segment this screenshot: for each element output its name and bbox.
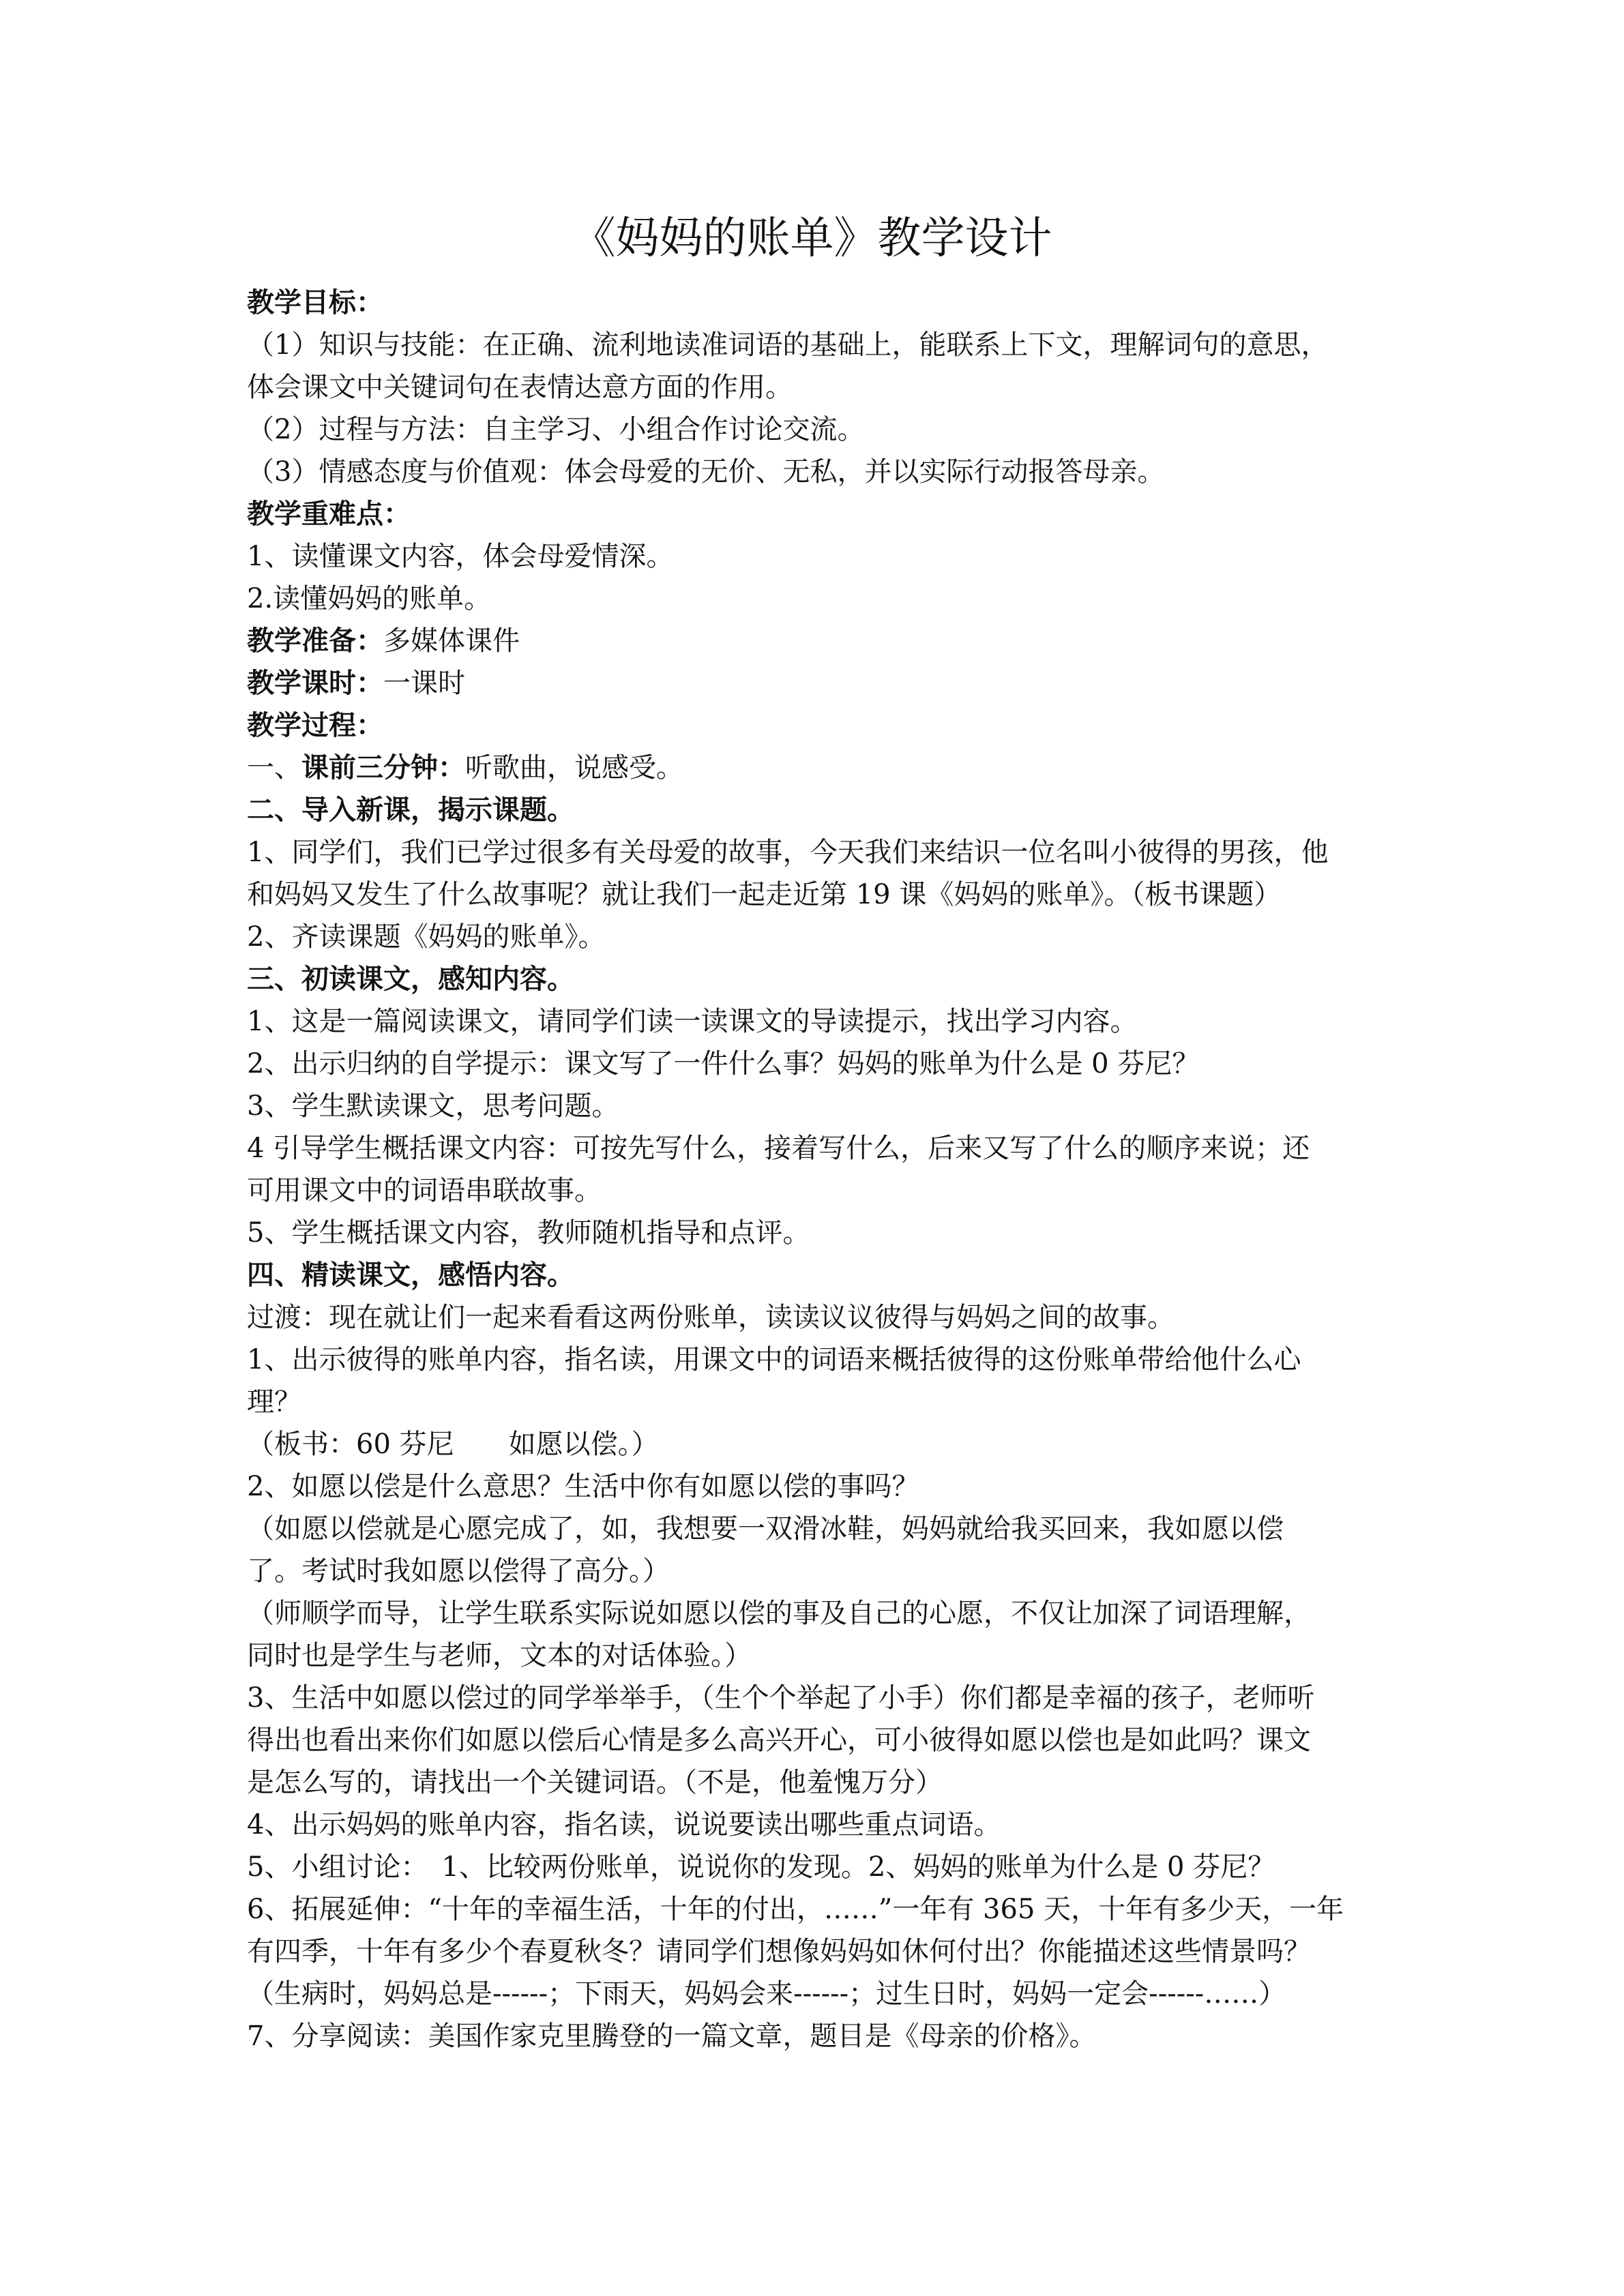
text-run: 6、拓展延伸：“十年的幸福生活，十年的付出，……”一年有 365 天，十年有多少天，一年: [247, 1894, 1344, 1925]
text-line: [247, 1381, 1393, 1423]
text-line: [247, 916, 1393, 958]
text-line: [247, 493, 1393, 535]
bold-text-run: 课前三分钟：: [301, 751, 465, 784]
text-line: [247, 874, 1393, 916]
text-line: [247, 1423, 1393, 1465]
text-run: 和妈妈又发生了什么故事呢？就让我们一起走近第 19 课《妈妈的账单》。（板书课题）: [247, 879, 1282, 910]
text-line: [247, 366, 1393, 408]
bold-text-run: 教学目标：: [247, 286, 383, 318]
bold-text-run: 教学重难点：: [247, 498, 411, 530]
text-run: （师顺学而导，让学生联系实际说如愿以偿的事及自己的心愿，不仅让加深了词语理解，: [247, 1598, 1311, 1629]
text-line: [247, 1212, 1393, 1254]
text-run: （2）过程与方法：自主学习、小组合作讨论交流。: [247, 414, 865, 445]
text-line: [247, 747, 1393, 789]
text-run: 得出也看出来你们如愿以偿后心情是多么高兴开心，可小彼得如愿以偿也是如此吗？课文: [247, 1725, 1311, 1756]
text-run: 1、读懂课文内容，体会母爱情深。: [247, 541, 674, 572]
text-line: [247, 1043, 1393, 1085]
text-run: 4 引导学生概括课文内容：可按先写什么，接着写什么，后来又写了什么的顺序来说；还: [247, 1133, 1310, 1164]
text-line: [247, 1169, 1393, 1212]
text-line: [247, 1719, 1393, 1761]
text-line: [247, 1930, 1393, 1973]
text-line: [247, 1296, 1393, 1339]
document-body: [247, 282, 1393, 2057]
text-line: [247, 1761, 1393, 1804]
text-run: （板书：60 芬尼 如愿以偿。）: [247, 1429, 659, 1460]
text-run: （如愿以偿就是心愿完成了，如，我想要一双滑冰鞋，妈妈就给我买回来，我如愿以偿: [247, 1513, 1284, 1545]
text-line: [247, 578, 1393, 620]
text-run: 5、小组讨论： 1、比较两份账单，说说你的发现。2、妈妈的账单为什么是 0 芬尼？: [247, 1851, 1275, 1883]
text-run: 一课时: [383, 668, 465, 699]
text-line: [247, 1465, 1393, 1508]
text-line: [247, 1550, 1393, 1592]
text-run: 3、生活中如愿以偿过的同学举举手，（生个个举起了小手）你们都是幸福的孩子，老师听: [247, 1682, 1315, 1714]
text-line: [247, 408, 1393, 451]
text-run: 5、学生概括课文内容，教师随机指导和点评。: [247, 1217, 810, 1249]
text-run: （3）情感态度与价值观：体会母爱的无价、无私，并以实际行动报答母亲。: [247, 456, 1165, 488]
text-run: 听歌曲，说感受。: [465, 752, 683, 784]
bold-text-run: 教学课时：: [247, 667, 383, 699]
text-line: [247, 831, 1393, 874]
text-line: [247, 1085, 1393, 1127]
text-line: [247, 282, 1393, 324]
text-line: [247, 704, 1393, 747]
text-line: [247, 1973, 1393, 2015]
text-run: 1、出示彼得的账单内容，指名读，用课文中的词语来概括彼得的这份账单带给他什么心: [247, 1344, 1301, 1375]
bold-text-run: 教学过程：: [247, 709, 383, 741]
text-run: 4、出示妈妈的账单内容，指名读，说说要读出哪些重点词语。: [247, 1809, 1001, 1840]
text-run: 体会课文中关键词句在表情达意方面的作用。: [247, 372, 793, 403]
text-run: 一、: [247, 752, 301, 784]
text-run: 3、学生默读课文，思考问题。: [247, 1090, 619, 1122]
text-run: 2、出示归纳的自学提示：课文写了一件什么事？妈妈的账单为什么是 0 芬尼？: [247, 1048, 1200, 1079]
text-line: [247, 1592, 1393, 1635]
bold-text-run: 四、精读课文，感悟内容。: [247, 1259, 574, 1291]
bold-text-run: 二、导入新课，揭示课题。: [247, 794, 574, 826]
text-run: 2、如愿以偿是什么意思？生活中你有如愿以偿的事吗？: [247, 1471, 919, 1502]
text-run: 了。考试时我如愿以偿得了高分。）: [247, 1555, 670, 1587]
text-line: [247, 1677, 1393, 1719]
text-run: （生病时，妈妈总是------；下雨天，妈妈会来------；过生日时，妈妈一定会------……）: [247, 1978, 1286, 2010]
text-line: [247, 1339, 1393, 1381]
text-line: [247, 1127, 1393, 1169]
text-line: [247, 1635, 1393, 1677]
text-line: [247, 324, 1393, 366]
text-run: 可用课文中的词语串联故事。: [247, 1175, 602, 1206]
text-line: [247, 1804, 1393, 1846]
text-line: [247, 1846, 1393, 1888]
text-run: 多媒体课件: [383, 625, 520, 657]
text-run: 同时也是学生与老师，文本的对话体验。）: [247, 1640, 752, 1671]
text-line: [247, 451, 1393, 493]
text-line: [247, 1888, 1393, 1930]
text-line: [247, 958, 1393, 1000]
text-line: [247, 1508, 1393, 1550]
text-line: [247, 620, 1393, 662]
text-line: [247, 1000, 1393, 1043]
text-run: 过渡：现在就让们一起来看看这两份账单，读读议议彼得与妈妈之间的故事。: [247, 1302, 1175, 1333]
text-run: 2、齐读课题《妈妈的账单》。: [247, 921, 606, 953]
bold-text-run: 教学准备：: [247, 625, 383, 657]
text-run: 7、分享阅读：美国作家克里腾登的一篇文章，题目是《母亲的价格》。: [247, 2021, 1097, 2052]
text-run: 是怎么写的，请找出一个关键词语。（不是，他羞愧万分）: [247, 1767, 943, 1798]
page-title: 《妈妈的账单》教学设计: [572, 213, 1052, 264]
bold-text-run: 三、初读课文，感知内容。: [247, 963, 574, 995]
text-line: [247, 2015, 1393, 2057]
text-line: [247, 789, 1393, 831]
text-run: 1、这是一篇阅读课文，请同学们读一读课文的导读提示，找出学习内容。: [247, 1006, 1138, 1037]
text-line: [247, 1254, 1393, 1296]
text-run: 理？: [247, 1386, 301, 1418]
text-run: （1）知识与技能：在正确、流利地读准词语的基础上，能联系上下文，理解词句的意思，: [247, 329, 1329, 361]
text-run: 1、同学们，我们已学过很多有关母爱的故事，今天我们来结识一位名叫小彼得的男孩，他: [247, 837, 1329, 868]
text-run: 有四季，十年有多少个春夏秋冬？请同学们想像妈妈如休何付出？你能描述这些情景吗？: [247, 1936, 1311, 1967]
text-line: [247, 662, 1393, 704]
text-run: 2.读懂妈妈的账单。: [247, 583, 492, 614]
text-line: [247, 535, 1393, 578]
